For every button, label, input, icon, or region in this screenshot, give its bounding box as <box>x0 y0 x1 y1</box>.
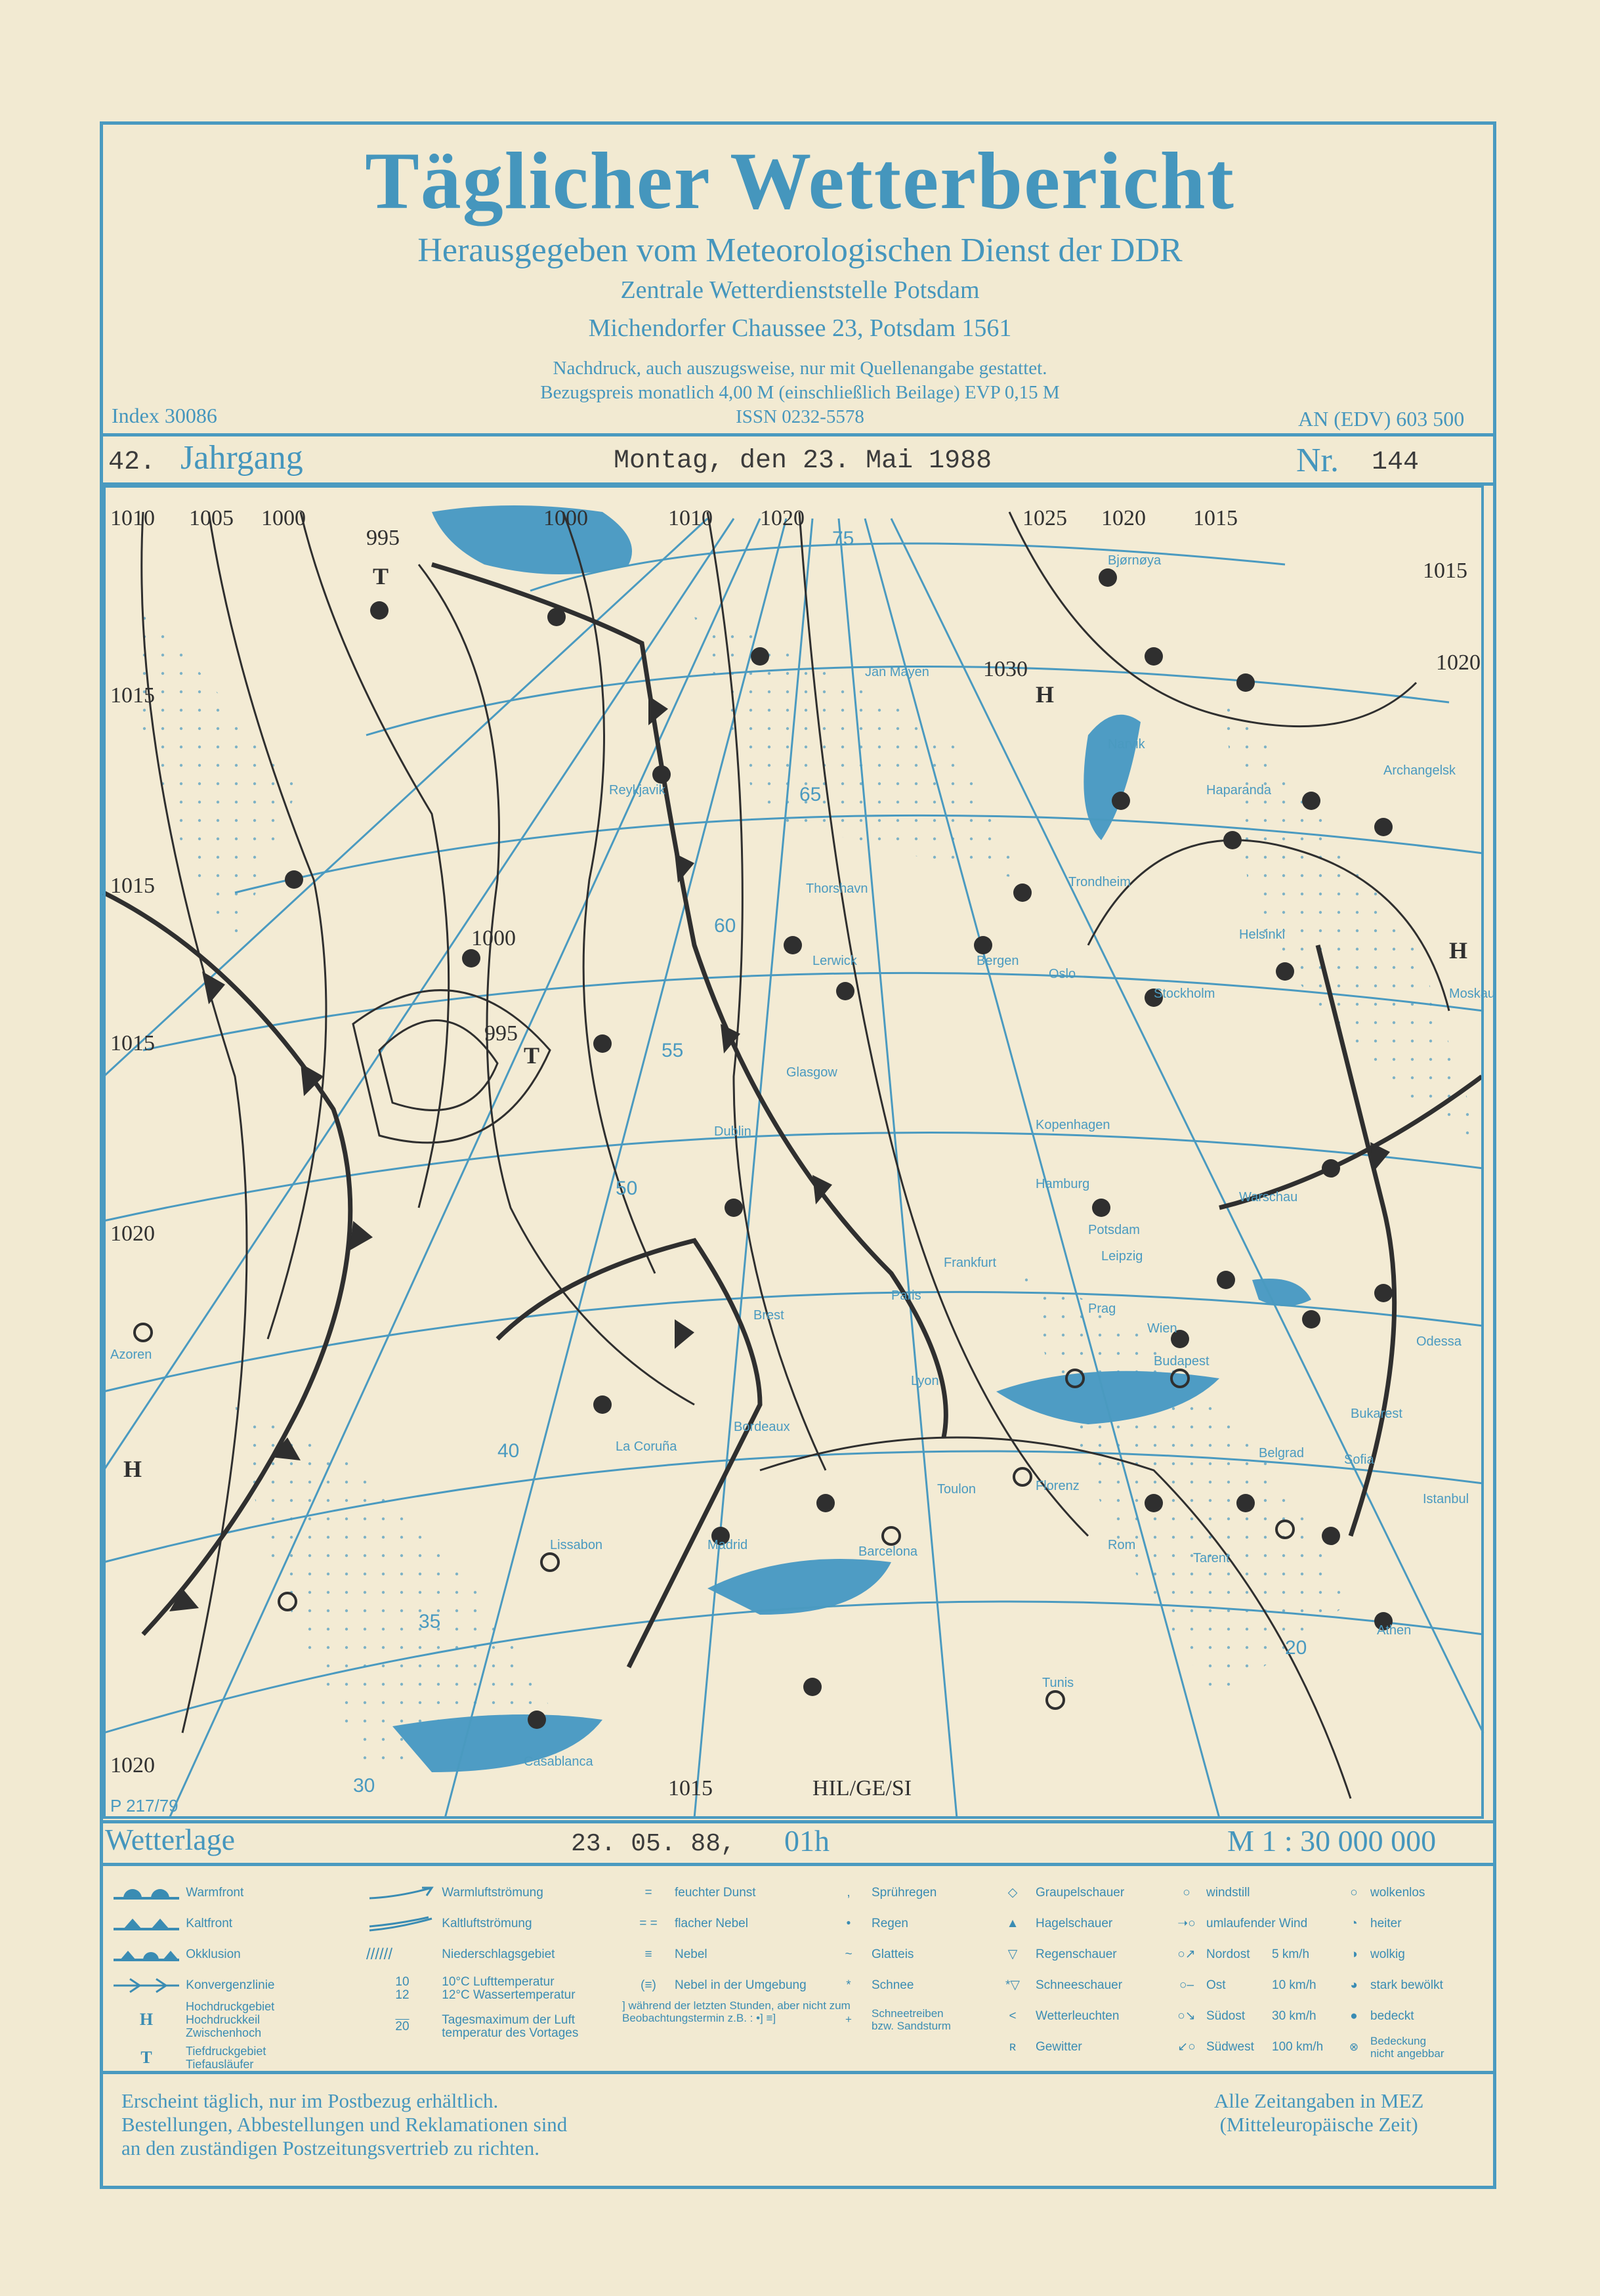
place-label: Wien <box>1147 1321 1177 1336</box>
legend-thunderstorm: ʀ Gewitter <box>1009 2039 1082 2054</box>
place-label: Paris <box>891 1288 921 1303</box>
legend-blowing-snow: + Schneetreiben bzw. Sandsturm <box>845 2007 951 2032</box>
situation-label: Wetterlage <box>105 1823 236 1856</box>
place-label: Florenz <box>1036 1479 1080 1493</box>
legend-precip-area: ////// Niederschlagsgebiet <box>366 1945 555 1963</box>
isobar-label: 1015 <box>110 683 155 708</box>
place-label: Warschau <box>1239 1190 1298 1204</box>
latitude-label: 30 <box>353 1775 375 1796</box>
legend-cloudy: ◑ wolkig <box>1350 1947 1405 1961</box>
year-number: 42. <box>108 448 156 477</box>
isobar-label: 1020 <box>1101 506 1146 530</box>
high-pressure-symbol: H <box>1449 937 1468 964</box>
isobar-label: 1015 <box>1193 506 1238 530</box>
footer-line: Bestellungen, Abbestellungen und Reklamationen sind <box>121 2113 568 2136</box>
warm-front-icon <box>110 1885 182 1901</box>
legend-cold-flow: Kaltluftströmung <box>366 1908 602 1939</box>
legend-mostly-cloudy: ◕ stark bewölkt <box>1350 1978 1443 1992</box>
isobar-label: 1015 <box>1423 559 1467 583</box>
page-title: Täglicher Wetterbericht <box>365 136 1235 226</box>
isobar-label: 1025 <box>1022 506 1067 530</box>
legend-temperature: 10 12 10°C Lufttemperatur 12°C Wassertemperatur <box>395 1975 576 2002</box>
place-label: Athen <box>1377 1623 1412 1638</box>
place-label: Rom <box>1108 1538 1136 1552</box>
legend-top-rule <box>100 1863 1496 1866</box>
footer-line: an den zuständigen Postzeitungsvertrieb zu richten. <box>121 2137 540 2159</box>
place-label: Leipzig <box>1101 1249 1143 1264</box>
place-label: Kopenhagen <box>1036 1118 1110 1132</box>
footer-line: Alle Zeitangaben in MEZ <box>1214 2089 1424 2112</box>
legend-fair: ◔ heiter <box>1350 1916 1402 1930</box>
legend-cold-front: Kaltfront <box>110 1908 307 1939</box>
legend-sheet-lightning: < Wetterleuchten <box>1009 2009 1120 2023</box>
place-label: Odessa <box>1416 1334 1462 1349</box>
place-label: Glasgow <box>786 1065 837 1080</box>
legend <box>104 1877 1482 2081</box>
place-label: Tunis <box>1042 1676 1074 1690</box>
issue-label: Nr. <box>1296 442 1339 479</box>
legend-low: T Tiefdruckgebiet Tiefausläufer <box>140 2045 266 2071</box>
legend-shallow-fog: = = flacher Nebel <box>639 1916 748 1930</box>
high-pressure-symbol: H <box>123 1456 142 1482</box>
place-label: Madrid <box>707 1538 748 1552</box>
place-label: Narvik <box>1108 737 1145 752</box>
legend-convergence: Konvergenzlinie <box>110 1970 307 2001</box>
latitude-label: 50 <box>616 1178 638 1199</box>
occlusion-icon <box>110 1947 182 1963</box>
place-label: Budapest <box>1154 1354 1210 1369</box>
place-label: Jan Mayen <box>865 665 929 679</box>
isobar-label: 1010 <box>110 506 155 530</box>
place-label: Toulon <box>937 1482 976 1497</box>
issue-number: 144 <box>1372 448 1420 477</box>
place-label: Dublin <box>714 1124 751 1139</box>
isobar-label: 1020 <box>1436 650 1481 675</box>
legend-east: ○– Ost 10 km/h <box>1179 1978 1316 1992</box>
place-label: La Coruña <box>616 1439 677 1454</box>
legend-past-weather: ] während der letzten Stunden, aber nicht zum Beobachtungstermin z.B. : •] ≡] <box>622 1999 851 2024</box>
place-label: Moskau <box>1449 987 1496 1001</box>
latitude-label: 65 <box>799 784 822 805</box>
place-label: Stockholm <box>1154 987 1215 1001</box>
issue-date: Montag, den 23. Mai 1988 <box>614 446 992 476</box>
isobar-label: 1005 <box>189 506 234 530</box>
situation-date: 23. 05. 88, <box>571 1830 736 1858</box>
legend-drizzle: , Sprühregen <box>847 1885 937 1900</box>
legend-glaze: ~ Glatteis <box>845 1947 914 1961</box>
legend-occlusion: Okklusion <box>110 1939 307 1970</box>
reprint-notice: Nachdruck, auch auszugsweise, nur mit Quellenangabe gestattet. <box>553 358 1047 379</box>
index-number: Index 30086 <box>112 404 217 427</box>
low-pressure-symbol: T <box>373 563 389 589</box>
place-label: Frankfurt <box>944 1256 997 1270</box>
place-label: Reykjavik <box>609 783 665 797</box>
analyst-code: HIL/GE/SI <box>812 1776 912 1800</box>
isobar-label: 1000 <box>261 506 306 530</box>
place-label: Casablanca <box>524 1754 593 1769</box>
legend-overcast: ● bedeckt <box>1350 2009 1414 2023</box>
place-label: Belgrad <box>1259 1446 1304 1460</box>
legend-northeast: ○↗ Nordost 5 km/h <box>1177 1947 1310 1961</box>
place-label: Lerwick <box>812 954 857 968</box>
legend-calm: ○ windstill <box>1183 1885 1250 1900</box>
place-label: Potsdam <box>1088 1223 1140 1237</box>
place-label: Sofia <box>1344 1453 1374 1467</box>
convergence-line-icon <box>110 1978 182 1993</box>
latitude-label: 55 <box>662 1040 684 1061</box>
plate-number: P 217/79 <box>110 1796 179 1816</box>
place-label: Helsinki <box>1239 927 1286 942</box>
legend-fog-nearby: (≡) Nebel in der Umgebung <box>641 1978 807 1992</box>
latitude-label: 40 <box>497 1440 520 1462</box>
isobar-label: 1000 <box>543 506 588 530</box>
isobar-label: 1020 <box>110 1753 155 1777</box>
footer-rule <box>100 2071 1496 2074</box>
footer-left <box>121 2089 567 2160</box>
legend-rain: • Regen <box>846 1916 908 1930</box>
place-label: Bordeaux <box>734 1420 790 1434</box>
latitude-label: 75 <box>832 528 854 549</box>
legend-obscured: ⊗ Bedeckung nicht angebbar <box>1349 2034 1444 2060</box>
footer-line: Erscheint täglich, nur im Postbezug erhältlich. <box>121 2089 499 2112</box>
address-line: Michendorfer Chaussee 23, Potsdam 1561 <box>588 314 1012 342</box>
place-label: Bukarest <box>1351 1407 1402 1421</box>
latitude-label: 20 <box>1285 1637 1307 1659</box>
legend-max-temp: 20 Tagesmaximum der Luft temperatur des Vortages <box>395 2013 579 2040</box>
cold-air-flow-icon <box>366 1916 438 1932</box>
legend-humid-haze: = feuchter Dunst <box>644 1885 756 1900</box>
warm-air-flow-icon <box>366 1885 438 1901</box>
legend-southeast: ○↘ Südost 30 km/h <box>1177 2009 1316 2023</box>
isobar-label: 1010 <box>668 506 713 530</box>
place-label: Azoren <box>110 1348 152 1362</box>
publisher-line: Herausgegeben vom Meteorologischen Dienst der DDR <box>417 232 1183 269</box>
header-rule <box>100 433 1496 436</box>
place-label: Archangelsk <box>1383 763 1456 778</box>
latitude-label: 60 <box>714 915 736 937</box>
place-label: Barcelona <box>858 1544 918 1559</box>
place-label: Bergen <box>977 954 1019 968</box>
place-label: Lissabon <box>550 1538 603 1552</box>
issn-line: ISSN 0232-5578 <box>736 406 864 427</box>
isobar-label: 1020 <box>110 1222 155 1246</box>
isobar-label: 1015 <box>110 874 155 898</box>
place-label: Thorshavn <box>806 882 868 896</box>
year-label: Jahrgang <box>180 439 303 477</box>
place-label: Hamburg <box>1036 1177 1090 1191</box>
legend-rain-shower: ▽ Regenschauer <box>1007 1947 1117 1961</box>
place-label: Trondheim <box>1068 875 1131 889</box>
place-label: Haparanda <box>1206 783 1271 797</box>
place-label: Bjørnøya <box>1108 553 1162 568</box>
footer-right <box>1214 2089 1423 2137</box>
an-code: AN (EDV) 603 500 <box>1298 407 1465 431</box>
isobar-label: 995 <box>366 526 400 550</box>
legend-hail: ▲ Hagelschauer <box>1006 1916 1113 1930</box>
cold-front-icon <box>110 1916 182 1932</box>
price-line: Bezugspreis monatlich 4,00 M (einschließlich Beilage) EVP 0,15 M <box>540 382 1060 403</box>
place-label: Oslo <box>1049 967 1076 981</box>
low-pressure-symbol: T <box>524 1042 540 1069</box>
office-line: Zentrale Wetterdienststelle Potsdam <box>620 276 980 304</box>
place-label: Brest <box>753 1308 784 1323</box>
place-label: Tarent <box>1193 1551 1230 1565</box>
legend-warm-flow: Warmluftströmung <box>366 1877 602 1908</box>
weather-map <box>104 486 1496 1818</box>
isobar-label: 1020 <box>760 506 805 530</box>
legend-southwest: ↙○ Südwest 100 km/h <box>1177 2039 1324 2054</box>
legend-snow-shower: *▽ Schneeschauer <box>1005 1978 1123 1992</box>
legend-warm-front: Warmfront <box>110 1877 307 1908</box>
isobar-label: 1015 <box>668 1776 713 1800</box>
place-label: Prag <box>1088 1302 1116 1316</box>
high-pressure-symbol: H <box>1036 681 1055 708</box>
legend-fog: ≡ Nebel <box>644 1947 707 1961</box>
legend-snow: * Schnee <box>846 1978 914 1992</box>
place-label: Lyon <box>911 1374 939 1388</box>
isobar-label: 1030 <box>983 657 1028 681</box>
legend-clear: ○ wolkenlos <box>1350 1885 1425 1900</box>
isobar-label: 995 <box>484 1021 518 1046</box>
footer-line: (Mitteleuropäische Zeit) <box>1219 2113 1418 2136</box>
legend-variable-wind: ➝○ umlaufender Wind <box>1177 1916 1308 1930</box>
place-label: Istanbul <box>1423 1492 1469 1506</box>
situation-hour: 01h <box>784 1824 830 1858</box>
isobar-label: 1000 <box>471 926 516 950</box>
isobar-label: 1015 <box>110 1031 155 1055</box>
latitude-label: 35 <box>419 1611 441 1632</box>
map-scale: M 1 : 30 000 000 <box>1227 1824 1437 1858</box>
legend-graupel: ◇ Graupelschauer <box>1007 1885 1125 1900</box>
legend-high: H Hochdruckgebiet Hochdruckkeil Zwischenhoch <box>139 2000 275 2039</box>
